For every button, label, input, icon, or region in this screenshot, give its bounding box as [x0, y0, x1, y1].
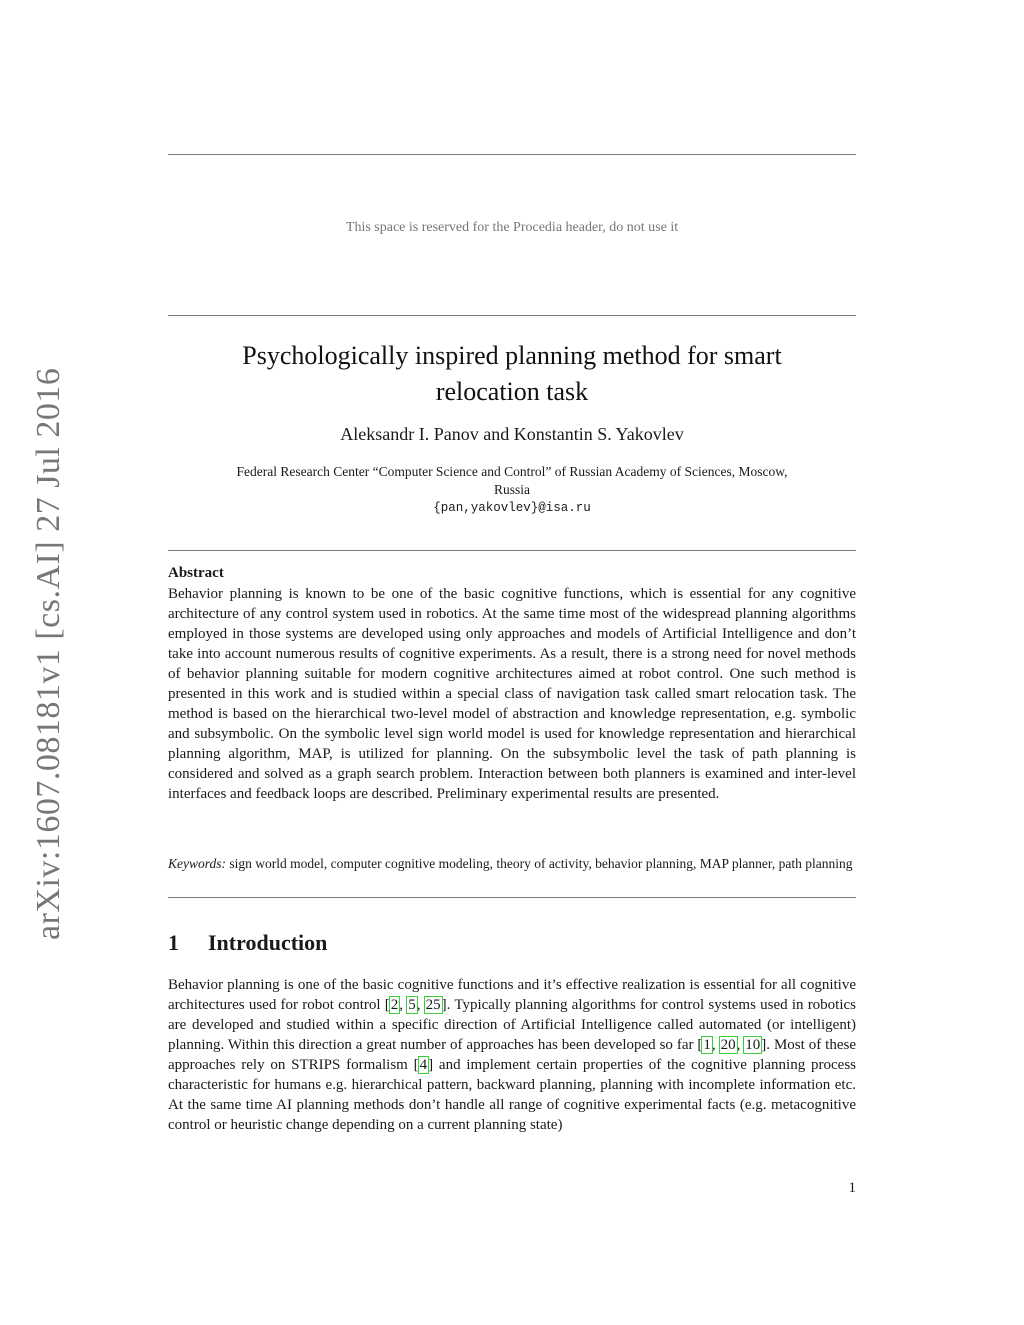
citation-link[interactable]: [702, 1037, 712, 1053]
intro-text-2: ]. Typically planning algorithms for control systems used in robotics are developed and studied within a specific direction of Artificial Intelligence called automated (or intelligent) planning. Within this direction a great number of approaches has been developed so far [: [168, 997, 857, 1053]
citation-20[interactable]: 20: [720, 1037, 736, 1053]
citation-2[interactable]: 2: [390, 997, 399, 1013]
paper-title: [168, 338, 856, 410]
intro-text-1: Behavior planning is one of the basic cognitive functions and it’s effective realization is essential for all cognitive architectures used for robot control [: [168, 977, 856, 1013]
keywords-label: Keywords:: [168, 856, 226, 871]
citation-separator: ,: [711, 1037, 720, 1053]
arxiv-side-stamp: arXiv:1607.08181v1 [cs.AI] 27 Jul 2016: [30, 367, 67, 940]
page-number: 1: [848, 1180, 856, 1196]
citation-link[interactable]: [744, 1037, 761, 1053]
title-line-1: Psychologically inspired planning method for smart: [242, 341, 782, 370]
citation-link[interactable]: [720, 1037, 737, 1053]
citation-separator: ,: [399, 997, 408, 1013]
citation-link[interactable]: [390, 997, 400, 1013]
keywords: [168, 854, 856, 874]
citation-separator: ,: [736, 1037, 745, 1053]
keywords-text: sign world model, computer cognitive modeling, theory of activity, behavior planning, MAP planner, path planning: [229, 856, 853, 871]
title-line-2: relocation task: [435, 377, 589, 406]
abstract-bottom-rule: [168, 897, 856, 898]
abstract-text: Behavior planning is known to be one of the basic cognitive functions, which is essential for any cognitive architecture of any control system used in robotics. At the same time most of the widespread planning algorithms employed in those systems are developed using only approaches and models of Artificial Intelligence and don’t take into account numerous results of cognitive experiments. As a result, there is a strong need for novel methods of behavior planning suitable for modern cognitive architectures aimed at robot control. One such method is presented in this work and is studied within a special class of navigation task called smart relocation task. The method is based on the hierarchical two-level model of abstraction and knowledge representation, e.g. symbolic and subsymbolic. On the symbolic level sign world model is used for knowledge representation and hierarchical planning algorithm, MAP, is utilized for planning. On the subsymbolic level the task of path planning is considered and solved as a graph search problem. Interaction between both planners is examined and inter-level interfaces and feedback loops are described. Preliminary experimental results are presented.: [168, 586, 856, 802]
citation-4[interactable]: 4: [419, 1057, 428, 1073]
citation-1[interactable]: 1: [703, 1037, 711, 1053]
abstract-top-rule: [168, 550, 856, 551]
header-bottom-rule: [168, 315, 856, 316]
section-heading-introduction: [168, 930, 327, 956]
affiliation-line-1: Federal Research Center “Computer Science and Control” of Russian Academy of Sciences, Moscow,: [236, 464, 788, 479]
procedia-header-note: This space is reserved for the Procedia header, do not use it: [345, 220, 679, 235]
citation-link[interactable]: [425, 997, 442, 1013]
citation-link[interactable]: [419, 1057, 429, 1073]
section-title-text: Introduction: [208, 930, 328, 955]
affiliation-line-2: Russia: [493, 482, 530, 497]
citation-5[interactable]: 5: [408, 997, 416, 1013]
citation-25[interactable]: 25: [425, 997, 441, 1013]
intro-text-3: ]. Most of these approaches rely on STRIPS formalism [: [168, 1037, 856, 1073]
citation-separator: ,: [416, 997, 425, 1013]
intro-text-4: ] and implement certain properties of the cognitive planning process characteristic for humans e.g. hierarchical pattern, backward planning, planning with incomplete information etc. At the same time AI planning methods don’t handle all range of cognitive experimental facts (e.g. metacognitive control or heuristic change depending on a current planning state): [168, 1057, 857, 1133]
introduction-paragraph: [168, 975, 856, 1135]
section-number: 1: [168, 930, 179, 955]
authors: Aleksandr I. Panov and Konstantin S. Yakovlev: [340, 424, 684, 444]
citation-10[interactable]: 10: [745, 1037, 761, 1053]
abstract-heading: Abstract: [168, 565, 224, 581]
top-rule: [168, 154, 856, 155]
author-email: {pan,yakovlev}@isa.ru: [433, 501, 591, 515]
citation-link[interactable]: [407, 997, 417, 1013]
affiliation: [168, 463, 856, 499]
